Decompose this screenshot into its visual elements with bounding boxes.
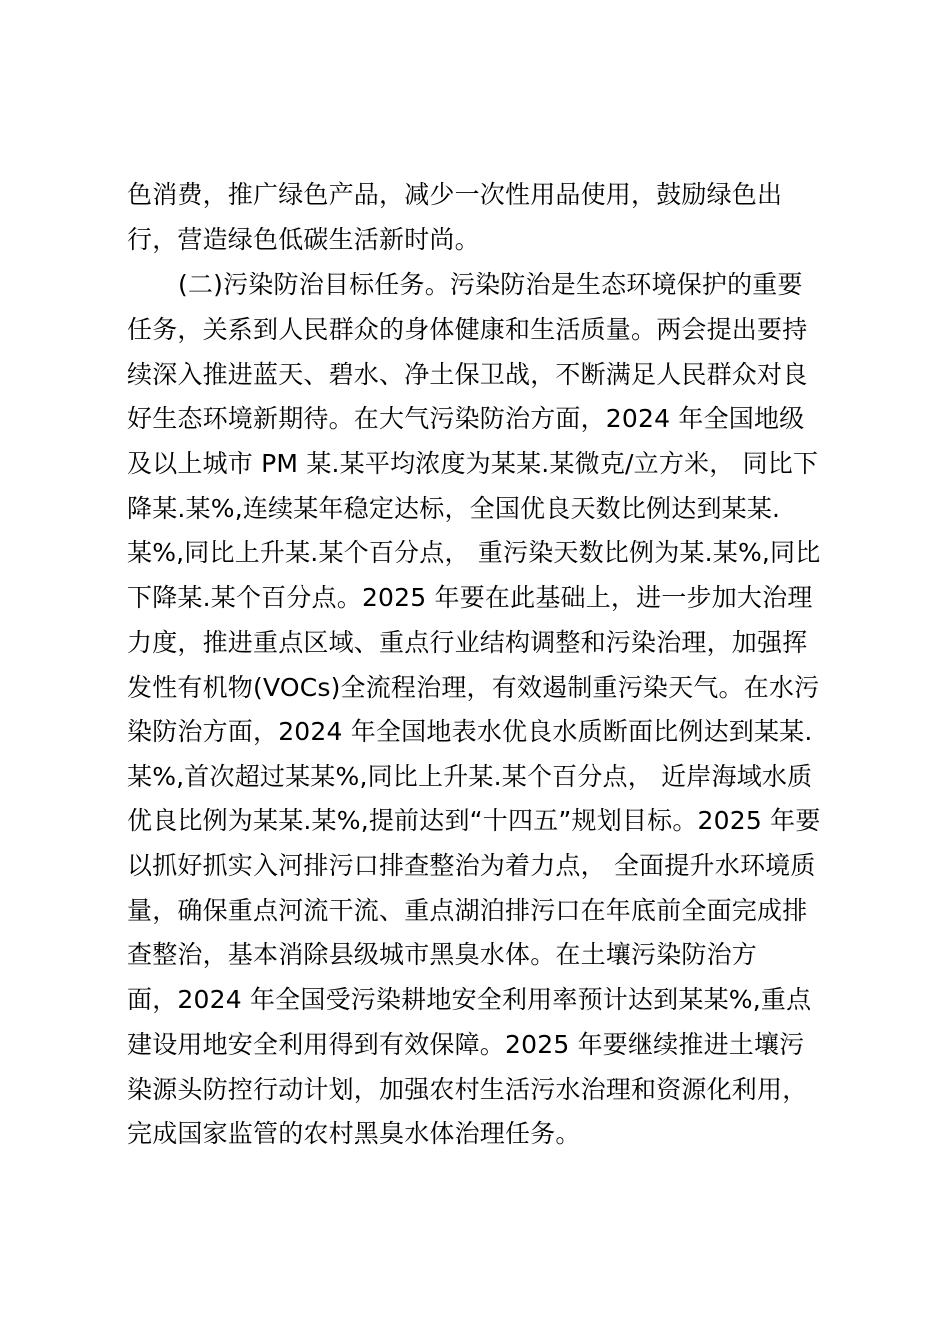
text-line: 任务，关系到人民群众的身体健康和生活质量。两会提出要持 [127, 315, 808, 344]
text-line: 面，2024 年全国受污染耕地安全利用率预计达到某某%,重点 [127, 985, 812, 1014]
text-line: 某%,首次超过某某%,同比上升某.某个百分点， 近岸海域水质 [127, 762, 813, 791]
text-line: 完成国家监管的农村黑臭水体治理任务。 [127, 1119, 581, 1148]
text-line: 量，确保重点河流干流、重点湖泊排污口在年底前全面完成排 [127, 896, 808, 925]
text-line: 某%,同比上升某.某个百分点， 重污染天数比例为某.某%,同比 [127, 538, 821, 567]
text-line: 及以上城市 PM 某.某平均浓度为某某.某微克/立方米， 同比下 [127, 449, 819, 478]
text-line: 色消费，推广绿色产品，减少一次性用品使用，鼓励绿色出 [127, 180, 783, 209]
text-line: 优良比例为某某.某%,提前达到“十四五”规划目标。2025 年要 [127, 806, 821, 835]
text-line: 力度，推进重点区域、重点行业结构调整和污染治理，加强挥 [127, 628, 808, 657]
section-heading-line: (二)污染防治目标任务。污染防治是生态环境保护的重要 [178, 270, 803, 299]
text-line: 以抓好抓实入河排污口排查整治为着力点， 全面提升水环境质 [127, 851, 816, 880]
text-line: 染源头防控行动计划，加强农村生活污水治理和资源化利用， [127, 1075, 808, 1104]
text-line: 行，营造绿色低碳生活新时尚。 [127, 225, 480, 254]
text-line: 发性有机物(VOCs)全流程治理，有效遏制重污染天气。在水污 [127, 673, 820, 702]
text-line: 好生态环境新期待。在大气污染防治方面，2024 年全国地级 [127, 404, 805, 433]
text-line: 染防治方面，2024 年全国地表水优良水质断面比例达到某某. [127, 717, 813, 746]
text-line: 建设用地安全利用得到有效保障。2025 年要继续推进土壤污 [127, 1030, 805, 1059]
text-line: 下降某.某个百分点。2025 年要在此基础上，进一步加大治理 [127, 583, 813, 612]
text-line: 降某.某%,连续某年稳定达标，全国优良天数比例达到某某. [127, 494, 781, 523]
text-line: 查整治，基本消除县级城市黑臭水体。在土壤污染防治方 [127, 940, 758, 969]
text-line: 续深入推进蓝天、碧水、净土保卫战，不断满足人民群众对良 [127, 360, 808, 389]
